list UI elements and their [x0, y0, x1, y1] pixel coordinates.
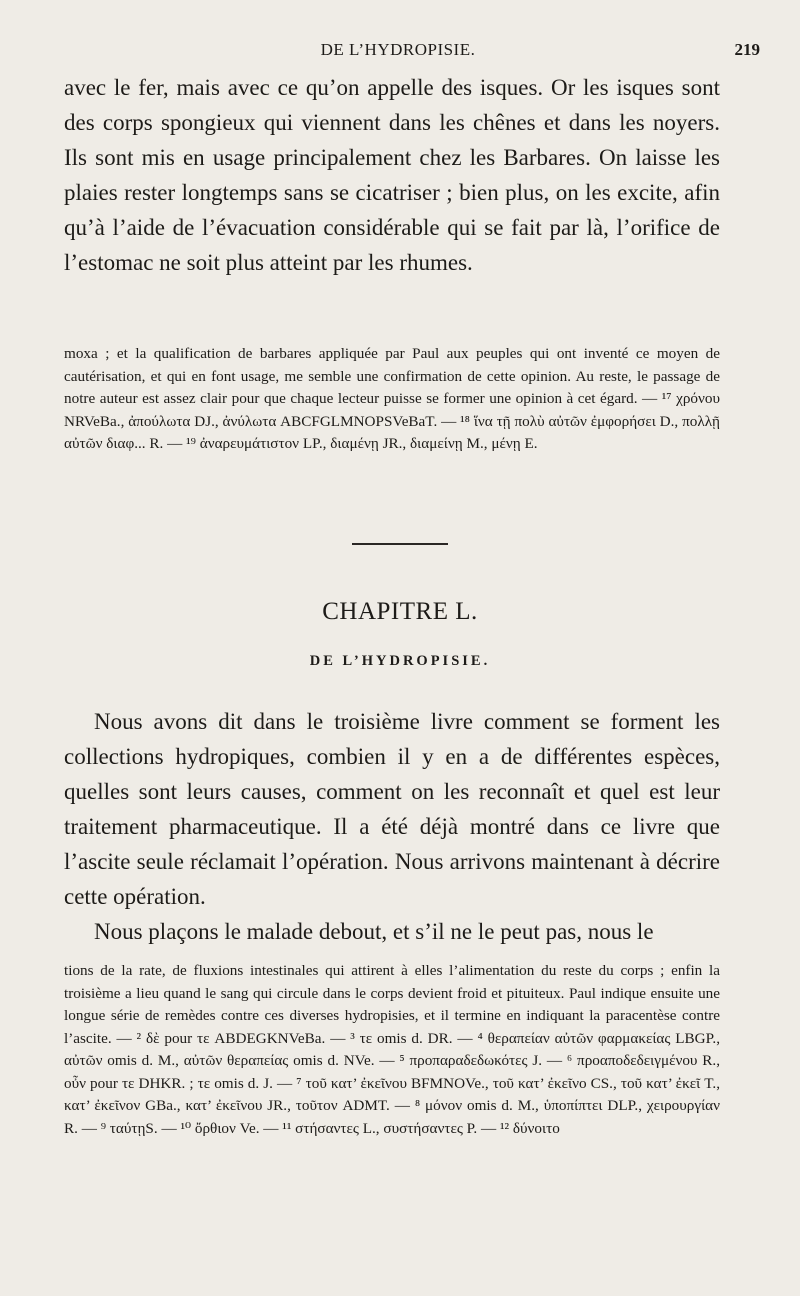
running-title: DE L’HYDROPISIE. [320, 40, 476, 59]
chapter-title: CHAPITRE L. [322, 598, 478, 625]
section-rule [352, 543, 448, 545]
footnote-bottom-block [64, 960, 720, 1140]
top-paragraph: avec le fer, mais avec ce qu’on appelle des isques. Or les isques sont des corps spongieux qui viennent dans les chênes et dans les noyers. Ils sont mis en usage principalement chez les Barbares. On laisse les plaies rester longtemps sans se cicatriser ; bien plus, on les excite, afin qu’à l’aide de l’évacuation considérable qui se fait par là, l’orifice de l’estomac ne soit plus atteint par les rhumes. [64, 75, 720, 275]
page-header [60, 40, 760, 64]
main-paragraph-1: Nous avons dit dans le troisième livre comment se forment les collections hydropiques, combien il y en a de différentes espèces, quelles sont leurs causes, comment on les reconnaît et quel est leur traitement pharmaceutique. Il a été déjà montré dans ce livre que l’ascite seule réclamait l’opération. Nous arrivons maintenant à décrire cette opération. [64, 709, 720, 909]
page-number: 219 [734, 40, 760, 59]
main-paragraph-2: Nous plaçons le malade debout, et s’il ne le peut pas, nous le [94, 919, 654, 944]
footnote-top-block [64, 343, 720, 456]
main-text-block [64, 704, 720, 949]
top-paragraph-block [64, 70, 720, 280]
chapter-subtitle: DE L’HYDROPISIE. [309, 653, 491, 669]
footnote-bottom: tions de la rate, de fluxions intestinales qui attirent à elles l’alimentation du reste du corps ; enfin la troisième a lieu quand le sang qui circule dans le corps devient froid et pituiteux. Paul indique ensuite une longue série de remèdes contre ces diverses hydropisies, et il termine en indiquant la paracentèse contre l’ascite. — ² δὲ pour τε ABDEGKNVeBa. — ³ τε omis d. DR. — ⁴ θεραπείαν αὐτῶν φαρμακείας LBGP., αὐτῶν omis d. M., αὐτῶν θεραπείας omis d. NVe. — ⁵ προπαραδεδωκότες J. — ⁶ προαποδεδειγμένου R., οὖν pour τε DHKR. ; τε omis d. J. — ⁷ τοῦ κατ’ ἐκεῖνου BFMNOVe., τοῦ κατ’ ἐκεῖνο CS., τοῦ κατ’ ἐκεῖ T., κατ’ ἐκεῖνον GBa., κατ’ ἐκεῖνου JR., τοῦτον ADMT. — ⁸ μόνον omis d. M., ὑποπίπτει DLP., χειρουργίαν R. — ⁹ ταύτῃS. — ¹⁰ ὄρθιον Ve. — ¹¹ στήσαντες L., συστήσαντες P. — ¹² δύνοιτο [64, 962, 720, 1137]
footnote-top: moxa ; et la qualification de barbares appliquée par Paul aux peuples qui ont inventé ce moyen de cautérisation, et qui en font usage, me semble une confirmation de cette opinion. Au reste, le passage de notre auteur est assez clair pour que chaque lecteur puisse se former une opinion à cet égard. — ¹⁷ χρόνου NRVeBa., ἀπούλωτα DJ., ἀνύλωτα ABCFGLMNOPSVeBaT. — ¹⁸ ἵνα τῇ πολὺ αὐτῶν ἐμφορήσει D., πολλῇ αὐτῶν διαφ... R. — ¹⁹ ἀναρευμάτιστον LP., διαμένῃ JR., διαμείνῃ M., μένῃ E. [64, 345, 720, 452]
